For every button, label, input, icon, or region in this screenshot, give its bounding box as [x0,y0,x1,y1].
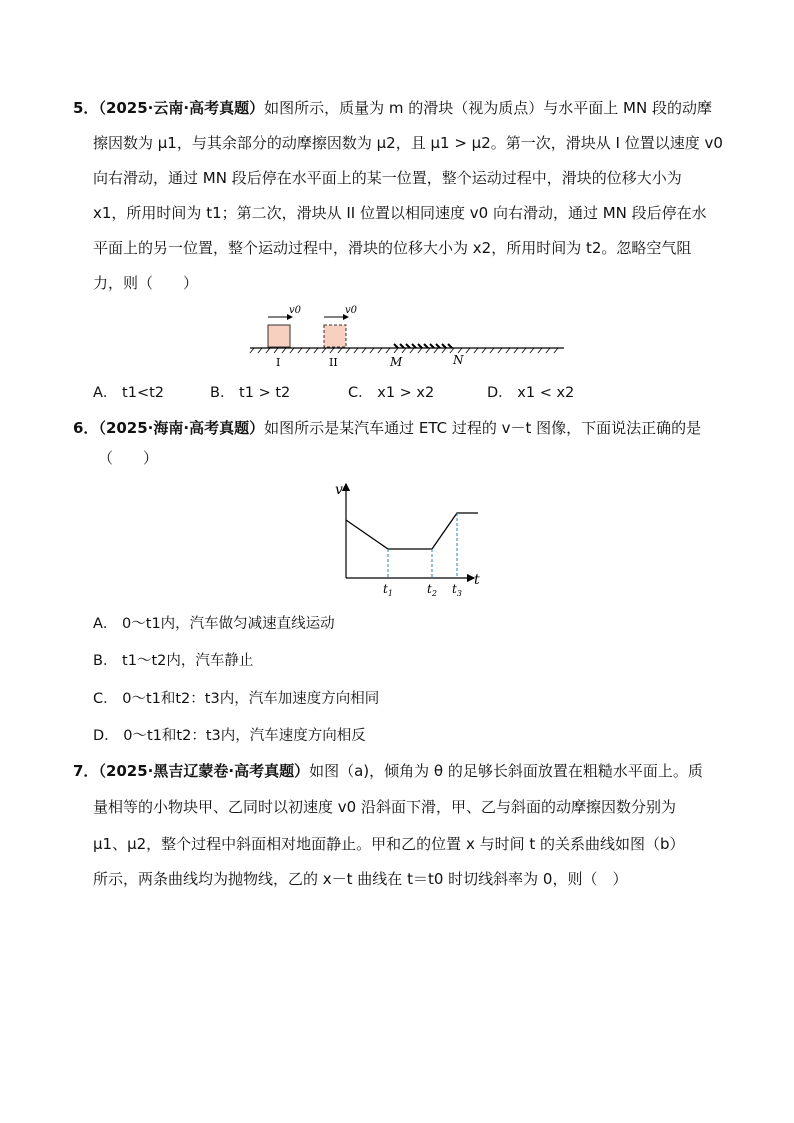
q6-vt-graph [330,478,490,600]
q7-text-1: 如图（a)，倾角为 θ 的足够长斜面放置在粗糙水平面上。质 [309,762,703,780]
q7-line-2: 量相等的小物块甲、乙同时以初速度 v0 沿斜面下滑，甲、乙与斜面的动摩擦因数分别为 [93,798,676,816]
q5-option-c[interactable]: C． x1 > x2 [348,385,435,401]
q5-line-6: 力，则（ ） [93,274,199,292]
t1-label: $t_1$ [383,582,393,598]
t-axis-label: t [474,572,480,588]
v0-label-2: v0 [345,305,358,316]
q7-line-3: μ1、μ2，整个过程中斜面相对地面静止。甲和乙的位置 x 与时间 t 的关系曲线如图（b） [93,835,685,853]
label-M: M [390,355,403,369]
v-axis-label: v [335,482,343,498]
q7-source: （2025·黑吉辽蒙卷·高考真题） [98,762,310,780]
q7-line-4: 所示，两条曲线均为抛物线，乙的 x－t 曲线在 t＝t0 时切线斜率为 0，则（ ） [93,870,628,888]
q6-line-1 [73,418,701,438]
q5-option-a[interactable]: A． t1<t2 [93,385,164,401]
q5-source: （2025·云南·高考真题） [98,99,265,117]
q5-figure [248,300,568,370]
label-N: N [453,353,464,367]
q7-number: 7． [73,762,99,780]
q5-line-2: 擦因数为 μ1，与其余部分的动摩擦因数为 μ2，且 μ1 > μ2。第一次，滑块从 I 位置以速度 v0 [93,134,723,152]
ground-hatching [250,348,558,353]
velocity-curve [346,513,478,549]
block-position-1 [268,325,290,347]
q5-option-d[interactable]: D． x1 < x2 [487,385,575,401]
q6-number: 6． [73,419,99,437]
q6-option-c[interactable]: C． 0～t1和t2：t3内，汽车加速度方向相同 [93,691,380,707]
q6-line-2: （ ） [98,449,159,467]
q6-text-1: 如图所示是某汽车通过 ETC 过程的 v－t 图像，下面说法正确的是 [264,419,702,437]
q5-line-4: x1，所用时间为 t1；第二次，滑块从 II 位置以相同速度 v0 向右滑动，通过 MN 段后停在水 [93,204,707,222]
q5-option-b[interactable]: B． t1 > t2 [210,385,291,401]
q5-line-3: 向右滑动，通过 MN 段后停在水平面上的某一位置，整个运动过程中，滑块的位移大小为 [93,169,682,187]
block-position-2 [324,325,346,347]
q6-option-d[interactable]: D． 0～t1和t2：t3内，汽车速度方向相反 [93,728,366,744]
q7-line-1 [73,761,703,781]
q6-source: （2025·海南·高考真题） [98,419,265,437]
v0-label-1: v0 [289,305,302,316]
q5-line-1 [73,98,712,118]
q5-line-5: 平面上的另一位置，整个运动过程中，滑块的位移大小为 x2，所用时间为 t2。忽略空气阻 [93,239,692,257]
t3-label: $t_3$ [452,582,462,598]
q6-option-b[interactable]: B． t1～t2内，汽车静止 [93,653,254,669]
q5-text-1: 如图所示，质量为 m 的滑块（视为质点）与水平面上 MN 段的动摩 [264,99,712,117]
t2-label: $t_2$ [427,582,437,598]
mn-rough-segment [394,344,452,348]
q6-option-a[interactable]: A． 0～t1内，汽车做匀减速直线运动 [93,616,335,632]
q5-number: 5． [73,99,99,117]
label-pos-1: I [276,356,281,369]
label-pos-2: II [329,356,338,369]
